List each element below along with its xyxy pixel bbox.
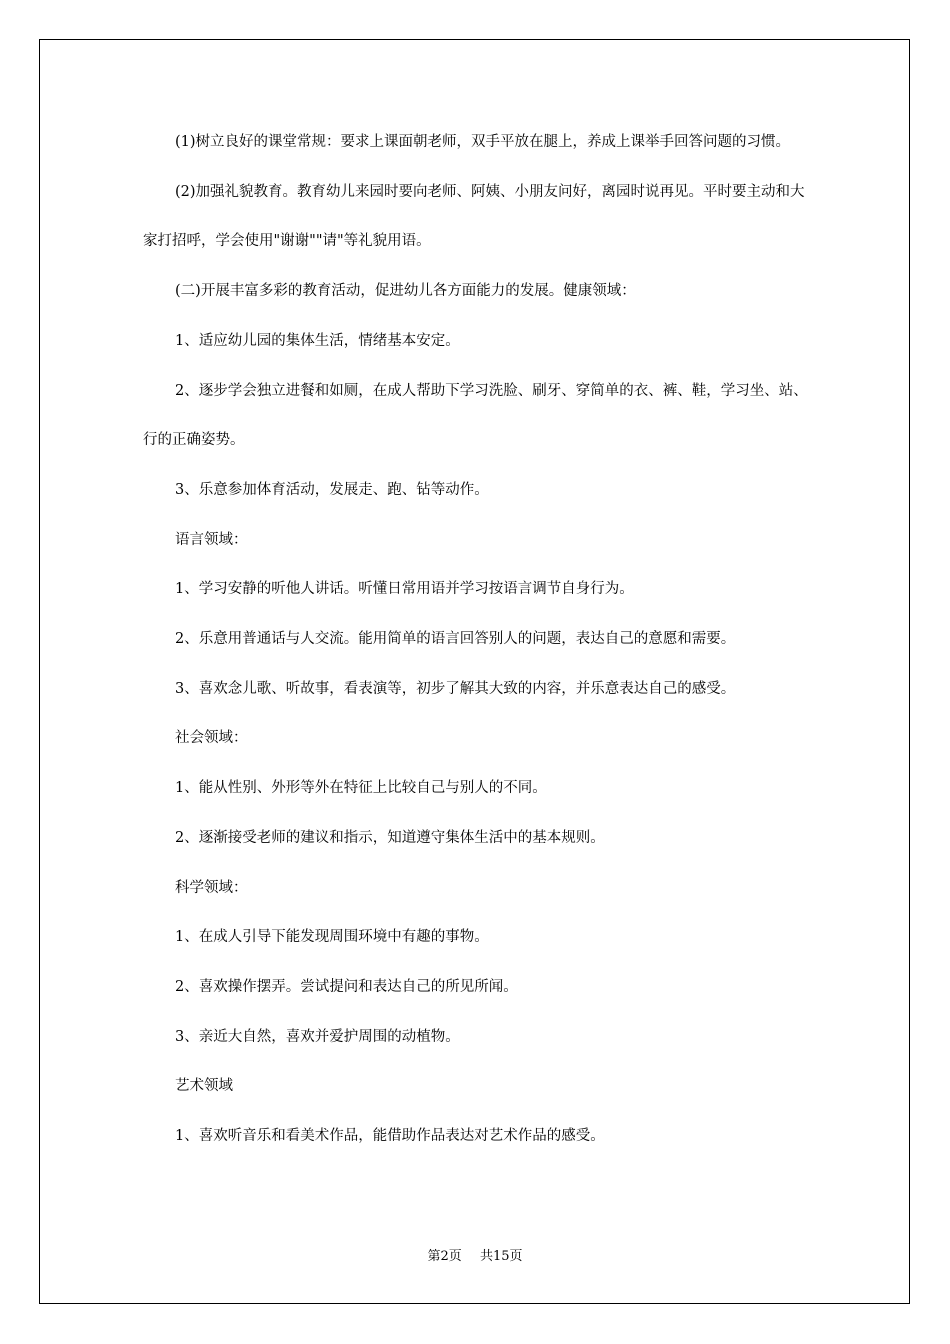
paragraph: 语言领域： (175, 531, 248, 548)
paragraph: 1、学习安静的听他人讲话。听懂日常用语并学习按语言调节自身行为。 (175, 581, 634, 598)
paragraph: 科学领域： (175, 879, 248, 896)
paragraph: 2、逐步学会独立进餐和如厕，在成人帮助下学习洗脸、刷牙、穿简单的衣、裤、鞋，学习坐、站、行的正确姿势。 (143, 382, 808, 449)
page-number: 第2页 (427, 1249, 462, 1264)
paragraph: 1、喜欢听音乐和看美术作品，能借助作品表达对艺术作品的感受。 (175, 1128, 605, 1145)
paragraph: (2)加强礼貌教育。教育幼儿来园时要向老师、阿姨、小朋友问好，离园时说再见。平时要主动和大家打招呼，学会使用"谢谢""请"等礼貌用语。 (143, 183, 805, 250)
paragraph: 2、逐渐接受老师的建议和指示，知道遵守集体生活中的基本规则。 (175, 829, 605, 846)
paragraph: (二)开展丰富多彩的教育活动，促进幼儿各方面能力的发展。健康领域： (175, 283, 636, 300)
paragraph: 1、能从性别、外形等外在特征上比较自己与别人的不同。 (175, 780, 547, 797)
paragraph: (1)树立良好的课堂常规：要求上课面朝老师，双手平放在腿上，养成上课举手回答问题的习惯。 (175, 134, 791, 150)
paragraph: 3、喜欢念儿歌、听故事，看表演等，初步了解其大致的内容，并乐意表达自己的感受。 (175, 680, 736, 697)
paragraph: 1、适应幼儿园的集体生活，情绪基本安定。 (175, 332, 460, 349)
paragraph: 艺术领域 (175, 1078, 233, 1095)
document-body (143, 118, 808, 1162)
page-footer (0, 1248, 950, 1266)
page-total: 共15页 (479, 1249, 523, 1264)
paragraph: 1、在成人引导下能发现周围环境中有趣的事物。 (175, 929, 489, 946)
paragraph: 2、乐意用普通话与人交流。能用简单的语言回答别人的问题，表达自己的意愿和需要。 (175, 631, 736, 648)
paragraph: 3、乐意参加体育活动，发展走、跑、钻等动作。 (175, 481, 489, 498)
paragraph: 2、喜欢操作摆弄。尝试提问和表达自己的所见所闻。 (175, 978, 518, 995)
paragraph: 3、亲近大自然，喜欢并爱护周围的动植物。 (175, 1028, 460, 1045)
paragraph: 社会领域： (175, 730, 248, 747)
